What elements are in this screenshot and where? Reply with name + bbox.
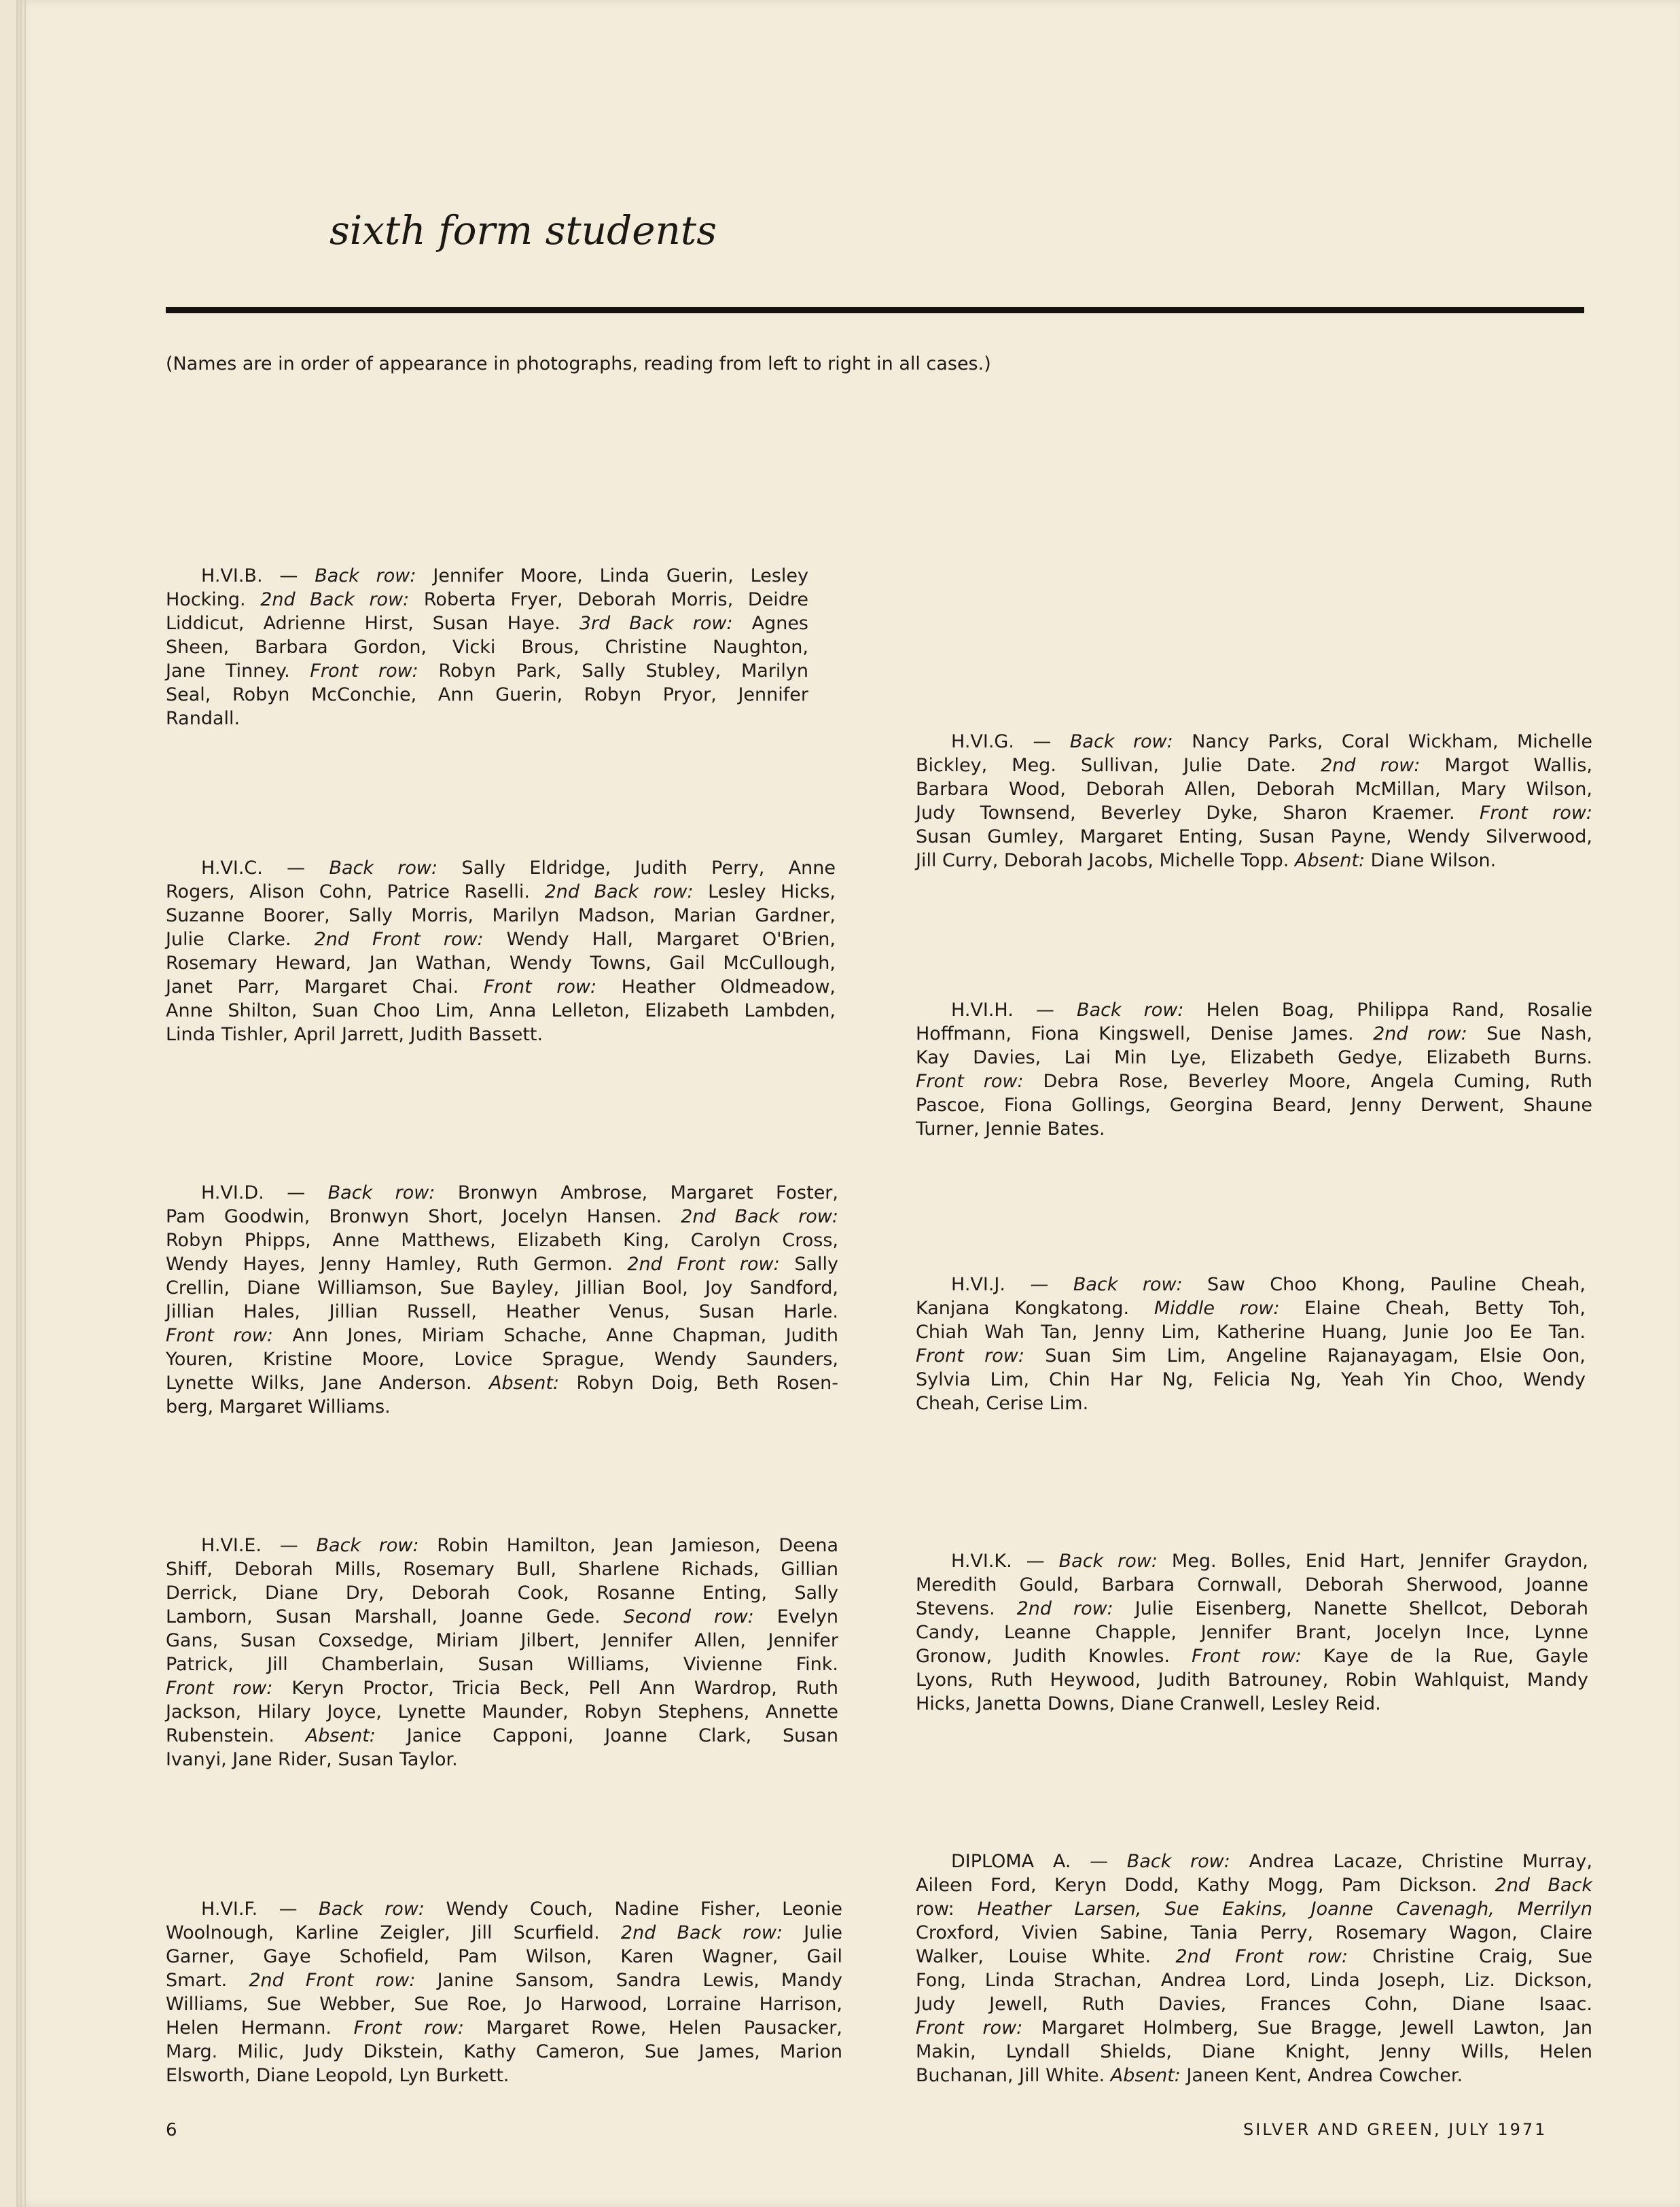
- names-text: Shiff, Deborah Mills, Rosemary Bull, Sharlene Richads, Gillian: [166, 1559, 838, 1580]
- names-text: Buchanan, Jill White.: [916, 2065, 1111, 2086]
- entry-line: [916, 754, 1592, 777]
- entry-line: [166, 1945, 842, 1968]
- entry-line: [166, 683, 808, 707]
- names-text: Meredith Gould, Barbara Cornwall, Deborah Sherwood, Joanne: [916, 1574, 1588, 1595]
- row-label: 2nd row:: [1016, 1598, 1113, 1619]
- names-text: Andrea Lacaze, Christine Murray,: [1230, 1851, 1592, 1872]
- names-text: Candy, Leanne Chapple, Jennifer Brant, Jocelyn Ince, Lynne: [916, 1622, 1588, 1643]
- row-label: Absent:: [1110, 2065, 1181, 2086]
- entry-line: [166, 1605, 838, 1629]
- row-label: 2nd Back row:: [260, 589, 410, 610]
- row-label: Front row:: [916, 1345, 1024, 1366]
- row-label: Front row:: [1480, 802, 1592, 824]
- entry-line: [166, 1229, 838, 1252]
- names-text: Jane Tinney.: [166, 660, 310, 682]
- names-text: Diane Wilson.: [1365, 850, 1497, 871]
- names-text: Turner, Jennie Bates.: [916, 1118, 1105, 1140]
- entry-line: [166, 1534, 838, 1557]
- names-text: Croxford, Vivien Sabine, Tania Perry, Rosemary Wagon, Claire: [916, 1922, 1592, 1943]
- entry-line: [916, 1850, 1592, 1873]
- entry-line: [166, 1897, 842, 1921]
- names-text: Barbara Wood, Deborah Allen, Deborah McMillan, Mary Wilson,: [916, 779, 1592, 800]
- names-text: Rubenstein.: [166, 1725, 306, 1746]
- entry-line: [166, 588, 808, 612]
- names-text: Julie: [783, 1922, 842, 1943]
- names-text: Hicks, Janetta Downs, Diane Cranwell, Lesley Reid.: [916, 1693, 1381, 1714]
- class-entry-hvih: [916, 998, 1592, 1141]
- names-text: Jackson, Hilary Joyce, Lynette Maunder, Robyn Stephens, Annette: [166, 1701, 838, 1723]
- names-text: Rosemary Heward, Jan Wathan, Wendy Towns, Gail McCullough,: [166, 953, 836, 974]
- class-entry-hvid: [166, 1181, 838, 1419]
- entry-line: [916, 1549, 1588, 1573]
- row-label: Back row:: [316, 1535, 419, 1556]
- entry-line: [166, 1992, 842, 2016]
- entry-line: [916, 2040, 1592, 2064]
- title-rule: [166, 307, 1584, 313]
- entry-line: [166, 2064, 842, 2087]
- names-text: Lyons, Ruth Heywood, Judith Batrouney, Robin Wahlquist, Mandy: [916, 1670, 1588, 1691]
- names-text: Janet Parr, Margaret Chai.: [166, 976, 484, 997]
- names-text: Jennifer Moore, Linda Guerin, Lesley: [416, 565, 808, 586]
- names-text: Bronwyn Ambrose, Margaret Foster,: [435, 1182, 838, 1203]
- entry-line: [166, 1181, 838, 1205]
- names-text: Helen Boag, Philippa Rand, Rosalie: [1183, 1000, 1592, 1021]
- entry-line: [166, 564, 808, 588]
- entry-line: [916, 1022, 1592, 1046]
- names-text: Wendy Couch, Nadine Fisher, Leonie: [425, 1899, 842, 1920]
- class-entry-hvie: [166, 1534, 838, 1771]
- entry-line: [166, 928, 836, 951]
- row-label: Back row:: [315, 565, 416, 586]
- names-text: Fong, Linda Strachan, Andrea Lord, Linda Joseph, Liz. Dickson,: [916, 1970, 1592, 1991]
- names-text: Agnes: [732, 613, 808, 634]
- entry-line: [166, 1581, 838, 1605]
- names-text: Pam Goodwin, Bronwyn Short, Jocelyn Hansen.: [166, 1206, 681, 1227]
- names-text: Patrick, Jill Chamberlain, Susan Williams, Vivienne Fink.: [166, 1654, 838, 1675]
- names-text: Roberta Fryer, Deborah Morris, Deidre: [409, 589, 808, 610]
- row-label: Back row:: [319, 1899, 425, 1920]
- entry-line: [916, 730, 1592, 754]
- names-text: Janeen Kent, Andrea Cowcher.: [1180, 2065, 1463, 2086]
- names-text: Wendy Hayes, Jenny Hamley, Ruth Germon.: [166, 1254, 628, 1275]
- entry-line: [166, 1252, 838, 1276]
- row-label: 2nd Front row:: [627, 1254, 780, 1275]
- entry-line: [916, 1945, 1592, 1968]
- page-edge: [16, 0, 18, 2207]
- names-text: Janine Sansom, Sandra Lewis, Mandy: [415, 1970, 843, 1991]
- names-text: Cheah, Cerise Lim.: [916, 1393, 1089, 1414]
- names-text: Meg. Bolles, Enid Hart, Jennifer Graydon,: [1157, 1551, 1588, 1572]
- entry-line: [916, 2064, 1592, 2087]
- entry-line: [916, 1597, 1588, 1621]
- names-text: Sheen, Barbara Gordon, Vicki Brous, Christine Naughton,: [166, 637, 808, 658]
- names-text: Hocking.: [166, 589, 261, 610]
- entry-line: [166, 612, 808, 635]
- names-text: Janice Capponi, Joanne Clark, Susan: [375, 1725, 838, 1746]
- entry-line: [166, 1371, 838, 1395]
- names-text: Rogers, Alison Cohn, Patrice Raselli.: [166, 881, 545, 902]
- names-text: Anne Shilton, Suan Choo Lim, Anna Lelleton, Elizabeth Lambden,: [166, 1000, 836, 1021]
- row-label: Back row:: [329, 858, 438, 879]
- names-text: Walker, Louise White.: [916, 1946, 1176, 1967]
- names-text: Gans, Susan Coxsedge, Miriam Jilbert, Jennifer Allen, Jennifer: [166, 1630, 838, 1651]
- row-label: Middle row:: [1154, 1298, 1280, 1319]
- names-text: Chiah Wah Tan, Jenny Lim, Katherine Huang, Junie Joo Ee Tan.: [916, 1322, 1586, 1343]
- row-label: Back row:: [1077, 1000, 1184, 1021]
- names-text: Susan Gumley, Margaret Enting, Susan Payne, Wendy Silverwood,: [916, 826, 1592, 847]
- names-text: Margot Wallis,: [1420, 755, 1593, 776]
- names-text: Youren, Kristine Moore, Lovice Sprague, Wendy Saunders,: [166, 1349, 838, 1370]
- entry-line: [166, 975, 836, 999]
- entry-line: [166, 659, 808, 683]
- entry-line: [166, 999, 836, 1023]
- row-label: 2nd row:: [1321, 755, 1420, 776]
- names-text: Debra Rose, Beverley Moore, Angela Cuming, Ruth: [1023, 1071, 1592, 1092]
- entry-line: [916, 1621, 1588, 1644]
- names-text: Sue Nash,: [1467, 1023, 1592, 1044]
- entry-line: [166, 1968, 842, 1992]
- names-text: Elaine Cheah, Betty Toh,: [1279, 1298, 1586, 1319]
- entry-line: [916, 1070, 1592, 1093]
- names-text: Hoffmann, Fiona Kingswell, Denise James.: [916, 1023, 1374, 1044]
- names-text: Keryn Proctor, Tricia Beck, Pell Ann Wardrop, Ruth: [272, 1678, 838, 1699]
- class-entry-hvib: [166, 564, 808, 730]
- names-text: Julie Clarke.: [166, 929, 315, 950]
- class-entry-diploma-a: [916, 1850, 1592, 2087]
- names-text: Liddicut, Adrienne Hirst, Susan Haye.: [166, 613, 579, 634]
- page-edge: [24, 0, 26, 2207]
- row-label: 2nd row:: [1373, 1023, 1467, 1044]
- entry-line: [916, 1344, 1586, 1368]
- row-label: Back row:: [1126, 1851, 1230, 1872]
- row-label: Back row:: [1073, 1274, 1183, 1295]
- entry-line: [916, 1992, 1592, 2016]
- names-text: Jill Curry, Deborah Jacobs, Michelle Topp.: [916, 850, 1295, 871]
- row-label: Absent:: [305, 1725, 376, 1746]
- names-text: Margaret Rowe, Helen Pausacker,: [463, 2017, 842, 2038]
- names-text: Aileen Ford, Keryn Dodd, Kathy Mogg, Pam Dickson.: [916, 1875, 1495, 1896]
- names-text: Kaye de la Rue, Gayle: [1301, 1646, 1588, 1667]
- entry-line: [166, 1324, 838, 1347]
- names-text: Julie Eisenberg, Nanette Shellcot, Deborah: [1113, 1598, 1588, 1619]
- names-text: Crellin, Diane Williamson, Sue Bayley, Jillian Bool, Joy Sandford,: [166, 1277, 838, 1299]
- names-text: Lesley Hicks,: [693, 881, 836, 902]
- row-label: Back row:: [1069, 731, 1173, 752]
- names-text: Elsworth, Diane Leopold, Lyn Burkett.: [166, 2065, 510, 2086]
- names-text: Nancy Parks, Coral Wickham, Michelle: [1173, 731, 1592, 752]
- names-text: Woolnough, Karline Zeigler, Jill Scurfield.: [166, 1922, 621, 1943]
- names-text: row:: [916, 1899, 954, 1920]
- names-text: Margaret Holmberg, Sue Bragge, Jewell Lawton, Jan: [1022, 2017, 1592, 2038]
- names-text: Heather Oldmeadow,: [596, 976, 836, 997]
- entry-line: [166, 2016, 842, 2040]
- names-text: Wendy Hall, Margaret O'Brien,: [483, 929, 836, 950]
- entry-line: [916, 1296, 1586, 1320]
- names-text: Christine Craig, Sue: [1348, 1946, 1593, 1967]
- names-text: Smart.: [166, 1970, 249, 1991]
- names-text: Suzanne Boorer, Sally Morris, Marilyn Madson, Marian Gardner,: [166, 905, 836, 926]
- names-text: Judy Townsend, Beverley Dyke, Sharon Kraemer.: [916, 802, 1480, 824]
- entry-line: [916, 1668, 1588, 1692]
- row-label: 2nd Back row:: [681, 1206, 838, 1227]
- entry-line: [166, 1748, 838, 1771]
- entry-line: [166, 635, 808, 659]
- names-text: Randall.: [166, 708, 240, 729]
- names-text: H.VI.E. —: [201, 1535, 317, 1556]
- names-text: Makin, Lyndall Shields, Diane Knight, Jenny Wills, Helen: [916, 2041, 1592, 2062]
- row-label: 2nd Back row:: [544, 881, 694, 902]
- entry-line: [166, 1700, 838, 1724]
- names-text: Stevens.: [916, 1598, 1017, 1619]
- row-label: Front row:: [353, 2017, 464, 2038]
- entry-line: [916, 1573, 1588, 1597]
- names-text: Ivanyi, Jane Rider, Susan Taylor.: [166, 1749, 458, 1770]
- names-text: Gronow, Judith Knowles.: [916, 1646, 1192, 1667]
- names-text: DIPLOMA A. —: [951, 1851, 1127, 1872]
- names-text: Sylvia Lim, Chin Har Ng, Felicia Ng, Yeah Yin Choo, Wendy: [916, 1369, 1586, 1390]
- entry-line: [166, 1023, 836, 1046]
- running-footer: SILVER AND GREEN, JULY 1971: [1243, 2120, 1548, 2139]
- row-label: 2nd Back: [1495, 1875, 1592, 1896]
- entry-line: [166, 1653, 838, 1676]
- entry-line: [916, 1968, 1592, 1992]
- row-label: 3rd Back row:: [579, 613, 733, 634]
- entry-line: [166, 1347, 838, 1371]
- row-label: 2nd Front row:: [249, 1970, 416, 1991]
- entry-line: [166, 1724, 838, 1748]
- class-entry-hvij: [916, 1273, 1586, 1415]
- row-label: 2nd Front row:: [314, 929, 484, 950]
- row-label: Front row:: [1192, 1646, 1302, 1667]
- intro-note: (Names are in order of appearance in photographs, reading from left to right in all cases.): [166, 353, 991, 374]
- entry-line: [166, 951, 836, 975]
- names-text: Lynette Wilks, Jane Anderson.: [166, 1373, 490, 1394]
- row-label: Front row:: [916, 2017, 1023, 2038]
- class-entry-hvik: [916, 1549, 1588, 1716]
- entry-line: [916, 801, 1592, 825]
- names-text: Robyn Park, Sally Stubley, Marilyn: [418, 660, 808, 682]
- names-text: Suan Sim Lim, Angeline Rajanayagam, Elsie Oon,: [1024, 1345, 1586, 1366]
- entry-line: [916, 1273, 1586, 1296]
- names-text: Jillian Hales, Jillian Russell, Heather Venus, Susan Harle.: [166, 1301, 838, 1322]
- names-text: berg, Margaret Williams.: [166, 1396, 391, 1417]
- entry-line: [916, 1392, 1586, 1415]
- row-label: Front row:: [310, 660, 418, 682]
- names-text: H.VI.F. —: [201, 1899, 319, 1920]
- entry-line: [166, 880, 836, 904]
- entry-line: [916, 1046, 1592, 1070]
- names-text: Sally: [779, 1254, 839, 1275]
- entry-line: [916, 1320, 1586, 1344]
- class-entry-hvif: [166, 1897, 842, 2087]
- entry-line: [916, 2016, 1592, 2040]
- names-text: Garner, Gaye Schofield, Pam Wilson, Karen Wagner, Gail: [166, 1946, 842, 1967]
- entry-line: [166, 856, 836, 880]
- entry-line: [916, 849, 1592, 872]
- names-text: H.VI.K. —: [951, 1551, 1059, 1572]
- row-label: Absent:: [1294, 850, 1365, 871]
- row-label: Back row:: [1058, 1551, 1158, 1572]
- names-text: H.VI.C. —: [201, 858, 329, 879]
- page-edge: [20, 0, 22, 2207]
- names-text: Kay Davies, Lai Min Lye, Elizabeth Gedye, Elizabeth Burns.: [916, 1047, 1592, 1068]
- page-title: sixth form students: [329, 207, 717, 253]
- names-text: Saw Choo Khong, Pauline Cheah,: [1182, 1274, 1586, 1295]
- names-text: Sally Eldridge, Judith Perry, Anne: [437, 858, 836, 879]
- entry-line: [916, 1117, 1592, 1141]
- names-text: H.VI.B. —: [201, 565, 315, 586]
- entry-line: [916, 1644, 1588, 1668]
- page-number: 6: [166, 2120, 177, 2140]
- entry-line: [166, 707, 808, 730]
- names-text: Evelyn: [753, 1606, 839, 1627]
- entry-line: [166, 1205, 838, 1229]
- class-entry-hvig: [916, 730, 1592, 872]
- row-label: Second row:: [623, 1606, 754, 1627]
- row-label: 2nd Back row:: [620, 1922, 783, 1943]
- names-text: Derrick, Diane Dry, Deborah Cook, Rosanne Enting, Sally: [166, 1583, 838, 1604]
- row-label: Front row:: [916, 1071, 1024, 1092]
- entry-line: [166, 1676, 838, 1700]
- entry-line: [166, 1276, 838, 1300]
- names-text: Bickley, Meg. Sullivan, Julie Date.: [916, 755, 1321, 776]
- row-label: Heather Larsen, Sue Eakins, Joanne Cavenagh, Merrilyn: [954, 1899, 1592, 1920]
- names-text: Marg. Milic, Judy Dikstein, Kathy Cameron, Sue James, Marion: [166, 2041, 842, 2062]
- names-text: Lamborn, Susan Marshall, Joanne Gede.: [166, 1606, 624, 1627]
- names-text: Ann Jones, Miriam Schache, Anne Chapman, Judith: [273, 1325, 839, 1346]
- entry-line: [166, 904, 836, 928]
- entry-line: [916, 1368, 1586, 1392]
- names-text: Helen Hermann.: [166, 2017, 354, 2038]
- row-label: Front row:: [483, 976, 597, 997]
- names-text: Robyn Doig, Beth Rosen-: [559, 1373, 838, 1394]
- entry-line: [166, 2040, 842, 2064]
- row-label: Absent:: [489, 1373, 560, 1394]
- entry-line: [166, 1557, 838, 1581]
- entry-line: [166, 1921, 842, 1945]
- names-text: Judy Jewell, Ruth Davies, Frances Cohn, Diane Isaac.: [916, 1994, 1592, 2015]
- names-text: H.VI.J. —: [951, 1274, 1073, 1295]
- entry-line: [916, 1921, 1592, 1945]
- names-text: Williams, Sue Webber, Sue Roe, Jo Harwood, Lorraine Harrison,: [166, 1994, 842, 2015]
- names-text: Robyn Phipps, Anne Matthews, Elizabeth King, Carolyn Cross,: [166, 1230, 838, 1251]
- entry-line: [916, 825, 1592, 849]
- entry-line: [916, 998, 1592, 1022]
- names-text: H.VI.D. —: [201, 1182, 328, 1203]
- entry-line: [916, 1692, 1588, 1716]
- row-label: 2nd Front row:: [1175, 1946, 1348, 1967]
- names-text: H.VI.G. —: [951, 731, 1070, 752]
- row-label: Front row:: [166, 1325, 274, 1346]
- entry-line: [916, 777, 1592, 801]
- entry-line: [166, 1300, 838, 1324]
- names-text: Linda Tishler, April Jarrett, Judith Bassett.: [166, 1024, 543, 1045]
- entry-line: [166, 1629, 838, 1653]
- entry-line: [916, 1873, 1592, 1897]
- entry-line: [166, 1395, 838, 1419]
- names-text: Robin Hamilton, Jean Jamieson, Deena: [418, 1535, 838, 1556]
- entry-line: [916, 1897, 1592, 1921]
- names-text: Seal, Robyn McConchie, Ann Guerin, Robyn Pryor, Jennifer: [166, 684, 808, 705]
- names-text: H.VI.H. —: [951, 1000, 1077, 1021]
- class-entry-hvic: [166, 856, 836, 1046]
- row-label: Back row:: [327, 1182, 435, 1203]
- names-text: Pascoe, Fiona Gollings, Georgina Beard, Jenny Derwent, Shaune: [916, 1095, 1592, 1116]
- entry-line: [916, 1093, 1592, 1117]
- row-label: Front row:: [166, 1678, 273, 1699]
- names-text: Kanjana Kongkatong.: [916, 1298, 1154, 1319]
